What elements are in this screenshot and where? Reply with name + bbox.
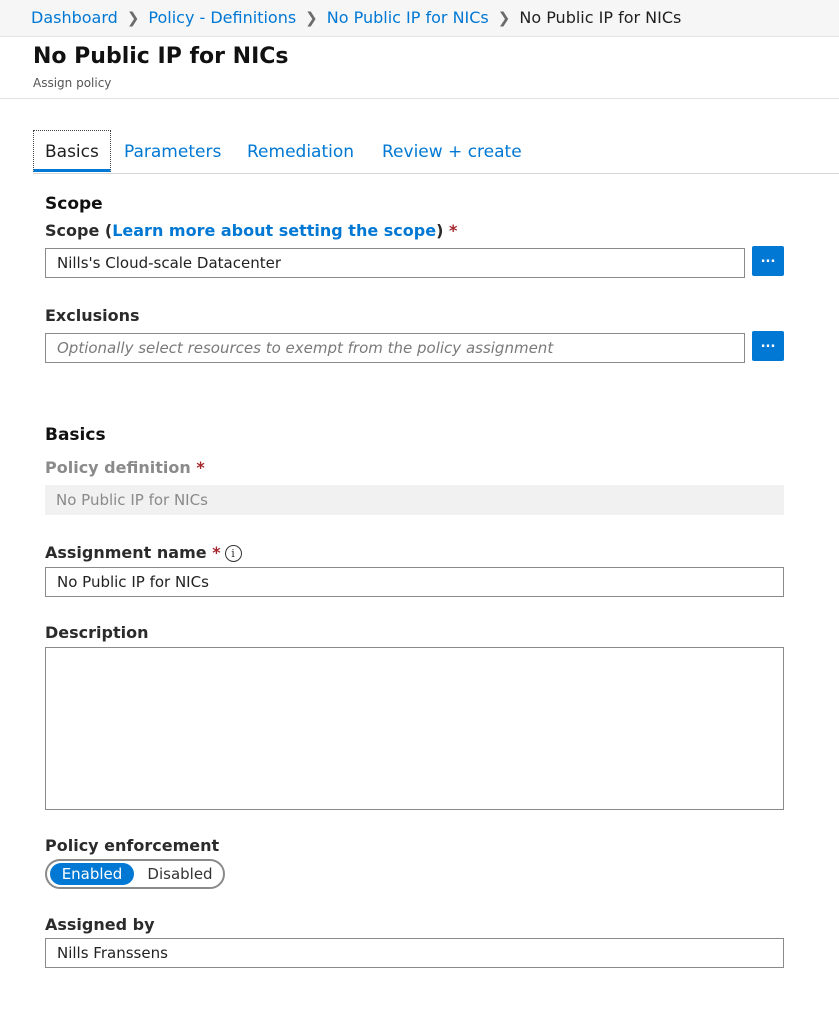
enforcement-disabled-option[interactable]: Disabled (147, 865, 213, 883)
assignment-name-label (45, 543, 242, 562)
policy-enforcement-toggle[interactable] (45, 859, 225, 889)
breadcrumb-bar (0, 0, 839, 37)
chevron-right-icon: ❯ (497, 9, 511, 27)
description-label: Description (45, 623, 149, 642)
tab-bar (33, 130, 839, 174)
scope-browse-button[interactable]: ... (752, 246, 784, 276)
scope-label-close: ) (436, 221, 444, 240)
required-indicator: * (196, 458, 205, 477)
breadcrumb-policy-definitions[interactable]: Policy - Definitions (148, 8, 297, 27)
enforcement-enabled-option[interactable]: Enabled (50, 863, 134, 885)
chevron-right-icon: ❯ (305, 9, 318, 27)
breadcrumb-current: No Public IP for NICs (519, 8, 682, 27)
policy-enforcement-label: Policy enforcement (45, 836, 220, 855)
scope-label-text: Scope (45, 221, 100, 240)
scope-field[interactable]: Nills's Cloud-scale Datacenter (45, 248, 745, 278)
scope-label (45, 221, 457, 240)
assignment-name-field[interactable] (45, 567, 784, 597)
tab-review-create[interactable]: Review + create (382, 142, 522, 162)
required-indicator: * (448, 221, 458, 240)
chevron-right-icon: ❯ (126, 9, 140, 27)
tab-basics[interactable]: Basics (33, 130, 111, 172)
policy-definition-label-text: Policy definition (45, 458, 191, 477)
learn-more-scope-link[interactable]: Learn more about setting the scope (112, 221, 437, 240)
assigned-by-label: Assigned by (45, 915, 155, 934)
required-indicator: * (212, 543, 221, 562)
description-field[interactable] (45, 647, 784, 810)
policy-definition-field: No Public IP for NICs (45, 485, 784, 515)
exclusions-browse-button[interactable]: ... (752, 331, 784, 361)
tab-parameters[interactable]: Parameters (124, 142, 222, 162)
page-title: No Public IP for NICs (33, 44, 289, 69)
exclusions-label: Exclusions (45, 306, 140, 325)
scope-label-open: ( (104, 221, 113, 240)
exclusions-field[interactable]: Optionally select resources to exempt from the policy assignment (45, 333, 745, 363)
info-icon[interactable]: i (225, 545, 242, 562)
assignment-name-label-text: Assignment name (45, 543, 207, 562)
basics-section-title: Basics (45, 425, 106, 445)
policy-definition-label (45, 458, 205, 477)
scope-section-title: Scope (45, 194, 103, 214)
tab-remediation[interactable]: Remediation (247, 142, 355, 162)
assigned-by-field[interactable] (45, 938, 784, 968)
breadcrumb (31, 8, 681, 27)
breadcrumb-policy[interactable]: No Public IP for NICs (326, 8, 489, 27)
breadcrumb-dashboard[interactable]: Dashboard (31, 8, 118, 27)
page-subtitle: Assign policy (33, 76, 112, 90)
page-header (0, 37, 839, 99)
